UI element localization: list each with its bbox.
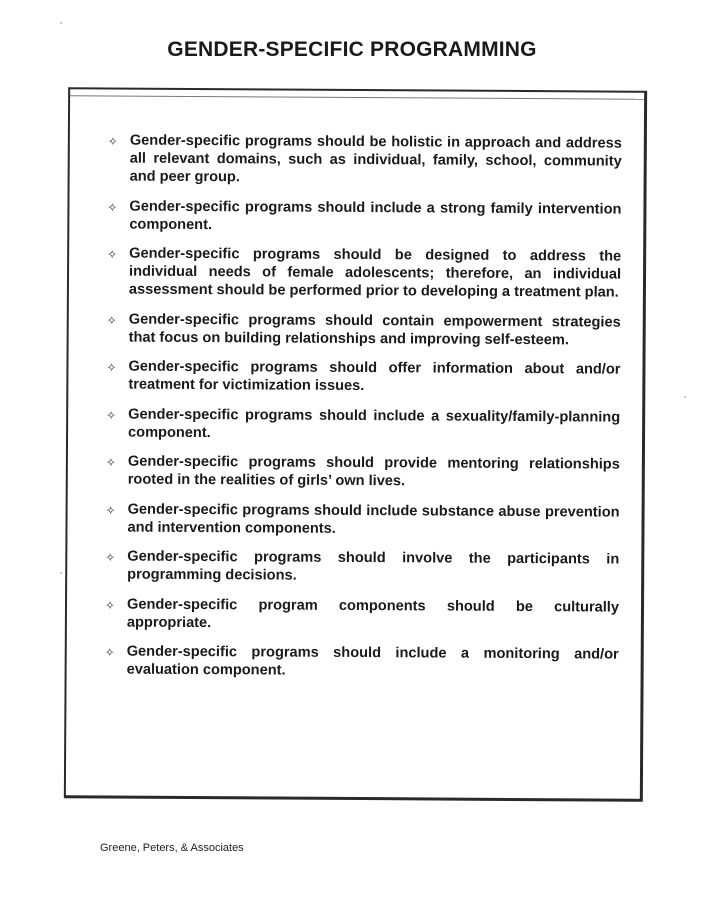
- list-item-text: Gender-specific programs should be holistic in approach and address all relevant domains, such as individual, family, school, community and peer group.: [129, 132, 622, 186]
- list-item: [105, 197, 621, 236]
- list-item-text: Gender-specific programs should involve the participants in programming decisions.: [127, 548, 620, 584]
- footer-credit: Greene, Peters, & Associates: [100, 842, 244, 854]
- list-item-text: Gender-specific programs should include a strong family intervention component.: [129, 198, 622, 233]
- list-item: [106, 131, 622, 188]
- list-item: [105, 310, 621, 349]
- list-item: [103, 642, 619, 681]
- diamond-bullet-icon: ✧: [105, 502, 116, 518]
- list-item-text: Gender-specific programs should include substance abuse prevention and intervention components.: [127, 501, 620, 537]
- scan-speck: [60, 572, 62, 574]
- list-item-text: Gender-specific programs should contain empowerment strategies that focus on building relationships and improving self-esteem.: [128, 311, 621, 348]
- list-item: [103, 547, 619, 586]
- list-item-text: Gender-specific programs should provide mentoring relationships rooted in the realities of girls’ own lives.: [127, 453, 620, 490]
- diamond-bullet-icon: ✧: [106, 360, 117, 375]
- diamond-bullet-icon: ✧: [107, 199, 118, 215]
- list-item: [105, 244, 621, 301]
- list-item-text: Gender-specific programs should offer information about and/or treatment for victimization issues.: [128, 358, 621, 395]
- list-item-text: Gender-specific program components should be culturally appropriate.: [126, 596, 620, 631]
- diamond-bullet-icon: ✧: [104, 597, 116, 613]
- page-title: GENDER-SPECIFIC PROGRAMMING: [167, 38, 537, 61]
- diamond-bullet-icon: ✧: [107, 134, 118, 149]
- list-item: [104, 405, 620, 444]
- list-item: [103, 595, 619, 634]
- diamond-bullet-icon: ✧: [105, 550, 116, 565]
- diamond-bullet-icon: ✧: [107, 247, 118, 262]
- list-item: [104, 357, 620, 396]
- guideline-list: [102, 131, 621, 693]
- diamond-bullet-icon: ✧: [105, 455, 116, 470]
- scan-speck: [60, 22, 62, 24]
- list-item-text: Gender-specific programs should be designed to address the individual needs of female adolescents; therefore, an individual assessment should be performed prior to developing a treatment plan.: [128, 245, 622, 301]
- list-item: [103, 500, 619, 539]
- list-item: [104, 452, 620, 491]
- content-box: [64, 87, 647, 802]
- diamond-bullet-icon: ✧: [106, 407, 117, 423]
- diamond-bullet-icon: ✧: [104, 645, 115, 660]
- list-item-text: Gender-specific programs should include a monitoring and/or evaluation component.: [126, 643, 619, 679]
- diamond-bullet-icon: ✧: [106, 312, 117, 328]
- list-item-text: Gender-specific programs should include a sexuality/family-planning component.: [128, 406, 621, 441]
- scan-speck: [684, 396, 686, 398]
